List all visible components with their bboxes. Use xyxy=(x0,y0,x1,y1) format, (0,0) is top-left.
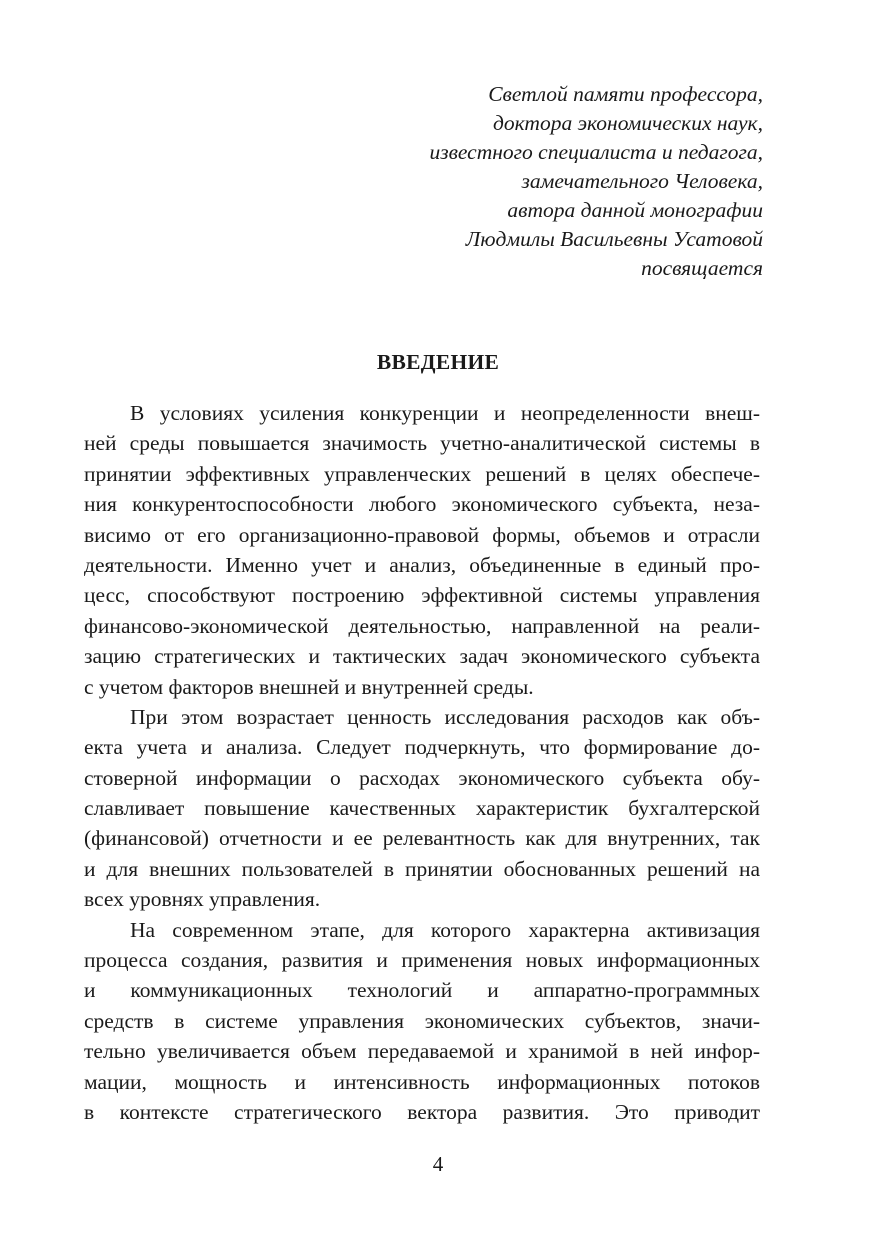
body-text xyxy=(84,398,760,1127)
text-line: (финансовой) отчетности и ее релевантность как для внутренних, так xyxy=(84,826,760,851)
text-line: екта учета и анализа. Следует подчеркнуть, что формирование до- xyxy=(84,735,760,760)
text-line: всех уровнях управления. xyxy=(84,887,321,912)
section-heading: ВВЕДЕНИЕ xyxy=(376,350,500,374)
paragraph-2 xyxy=(84,702,760,915)
dedication xyxy=(429,80,763,283)
dedication-line: доктора экономических наук, xyxy=(493,111,763,135)
text-line: На современном этапе, для которого характерна активизация xyxy=(130,917,760,942)
text-line: и коммуникационных технологий и аппаратно-программных xyxy=(84,978,760,1003)
text-line: висимо от его организационно-правовой формы, объемов и отрасли xyxy=(84,522,760,547)
text-line: и для внешних пользователей в принятии обоснованных решений на xyxy=(84,856,760,881)
text-line: При этом возрастает ценность исследования расходов как объ- xyxy=(130,704,760,729)
dedication-line: посвящается xyxy=(641,256,763,280)
text-line: зацию стратегических и тактических задач экономического субъекта xyxy=(84,644,760,669)
text-line: финансово-экономической деятельностью, направленной на реали- xyxy=(84,613,760,638)
text-line: в контексте стратегического вектора развития. Это приводит xyxy=(84,1099,760,1124)
paragraph-1 xyxy=(84,398,760,702)
text-line: цесс, способствуют построению эффективной системы управления xyxy=(84,583,760,608)
dedication-line: автора данной монографии xyxy=(507,198,763,222)
text-line: средств в системе управления экономических субъектов, значи- xyxy=(84,1008,760,1033)
text-line: ния конкурентоспособности любого экономического субъекта, неза- xyxy=(84,492,760,517)
dedication-line: Людмилы Васильевны Усатовой xyxy=(465,227,763,251)
text-line: тельно увеличивается объем передаваемой и хранимой в ней инфор- xyxy=(84,1039,760,1064)
dedication-line: Светлой памяти профессора, xyxy=(488,82,763,106)
dedication-line: замечательного Человека, xyxy=(521,169,763,193)
text-line: деятельности. Именно учет и анализ, объединенные в единый про- xyxy=(84,552,760,577)
text-line: В условиях усиления конкуренции и неопределенности внеш- xyxy=(130,401,760,425)
paragraph-3 xyxy=(84,915,760,1128)
text-line: стоверной информации о расходах экономического субъекта обу- xyxy=(84,765,760,790)
text-line: славливает повышение качественных характеристик бухгалтерской xyxy=(84,796,760,821)
page-number: 4 xyxy=(432,1152,444,1176)
text-line: процесса создания, развития и применения новых информационных xyxy=(84,948,760,973)
text-line: принятии эффективных управленческих решений в целях обеспече- xyxy=(84,461,760,486)
text-line: с учетом факторов внешней и внутренней среды. xyxy=(84,674,534,699)
text-line: мации, мощность и интенсивность информационных потоков xyxy=(84,1069,760,1094)
text-line: ней среды повышается значимость учетно-аналитической системы в xyxy=(84,431,760,456)
dedication-line: известного специалиста и педагога, xyxy=(429,140,763,164)
